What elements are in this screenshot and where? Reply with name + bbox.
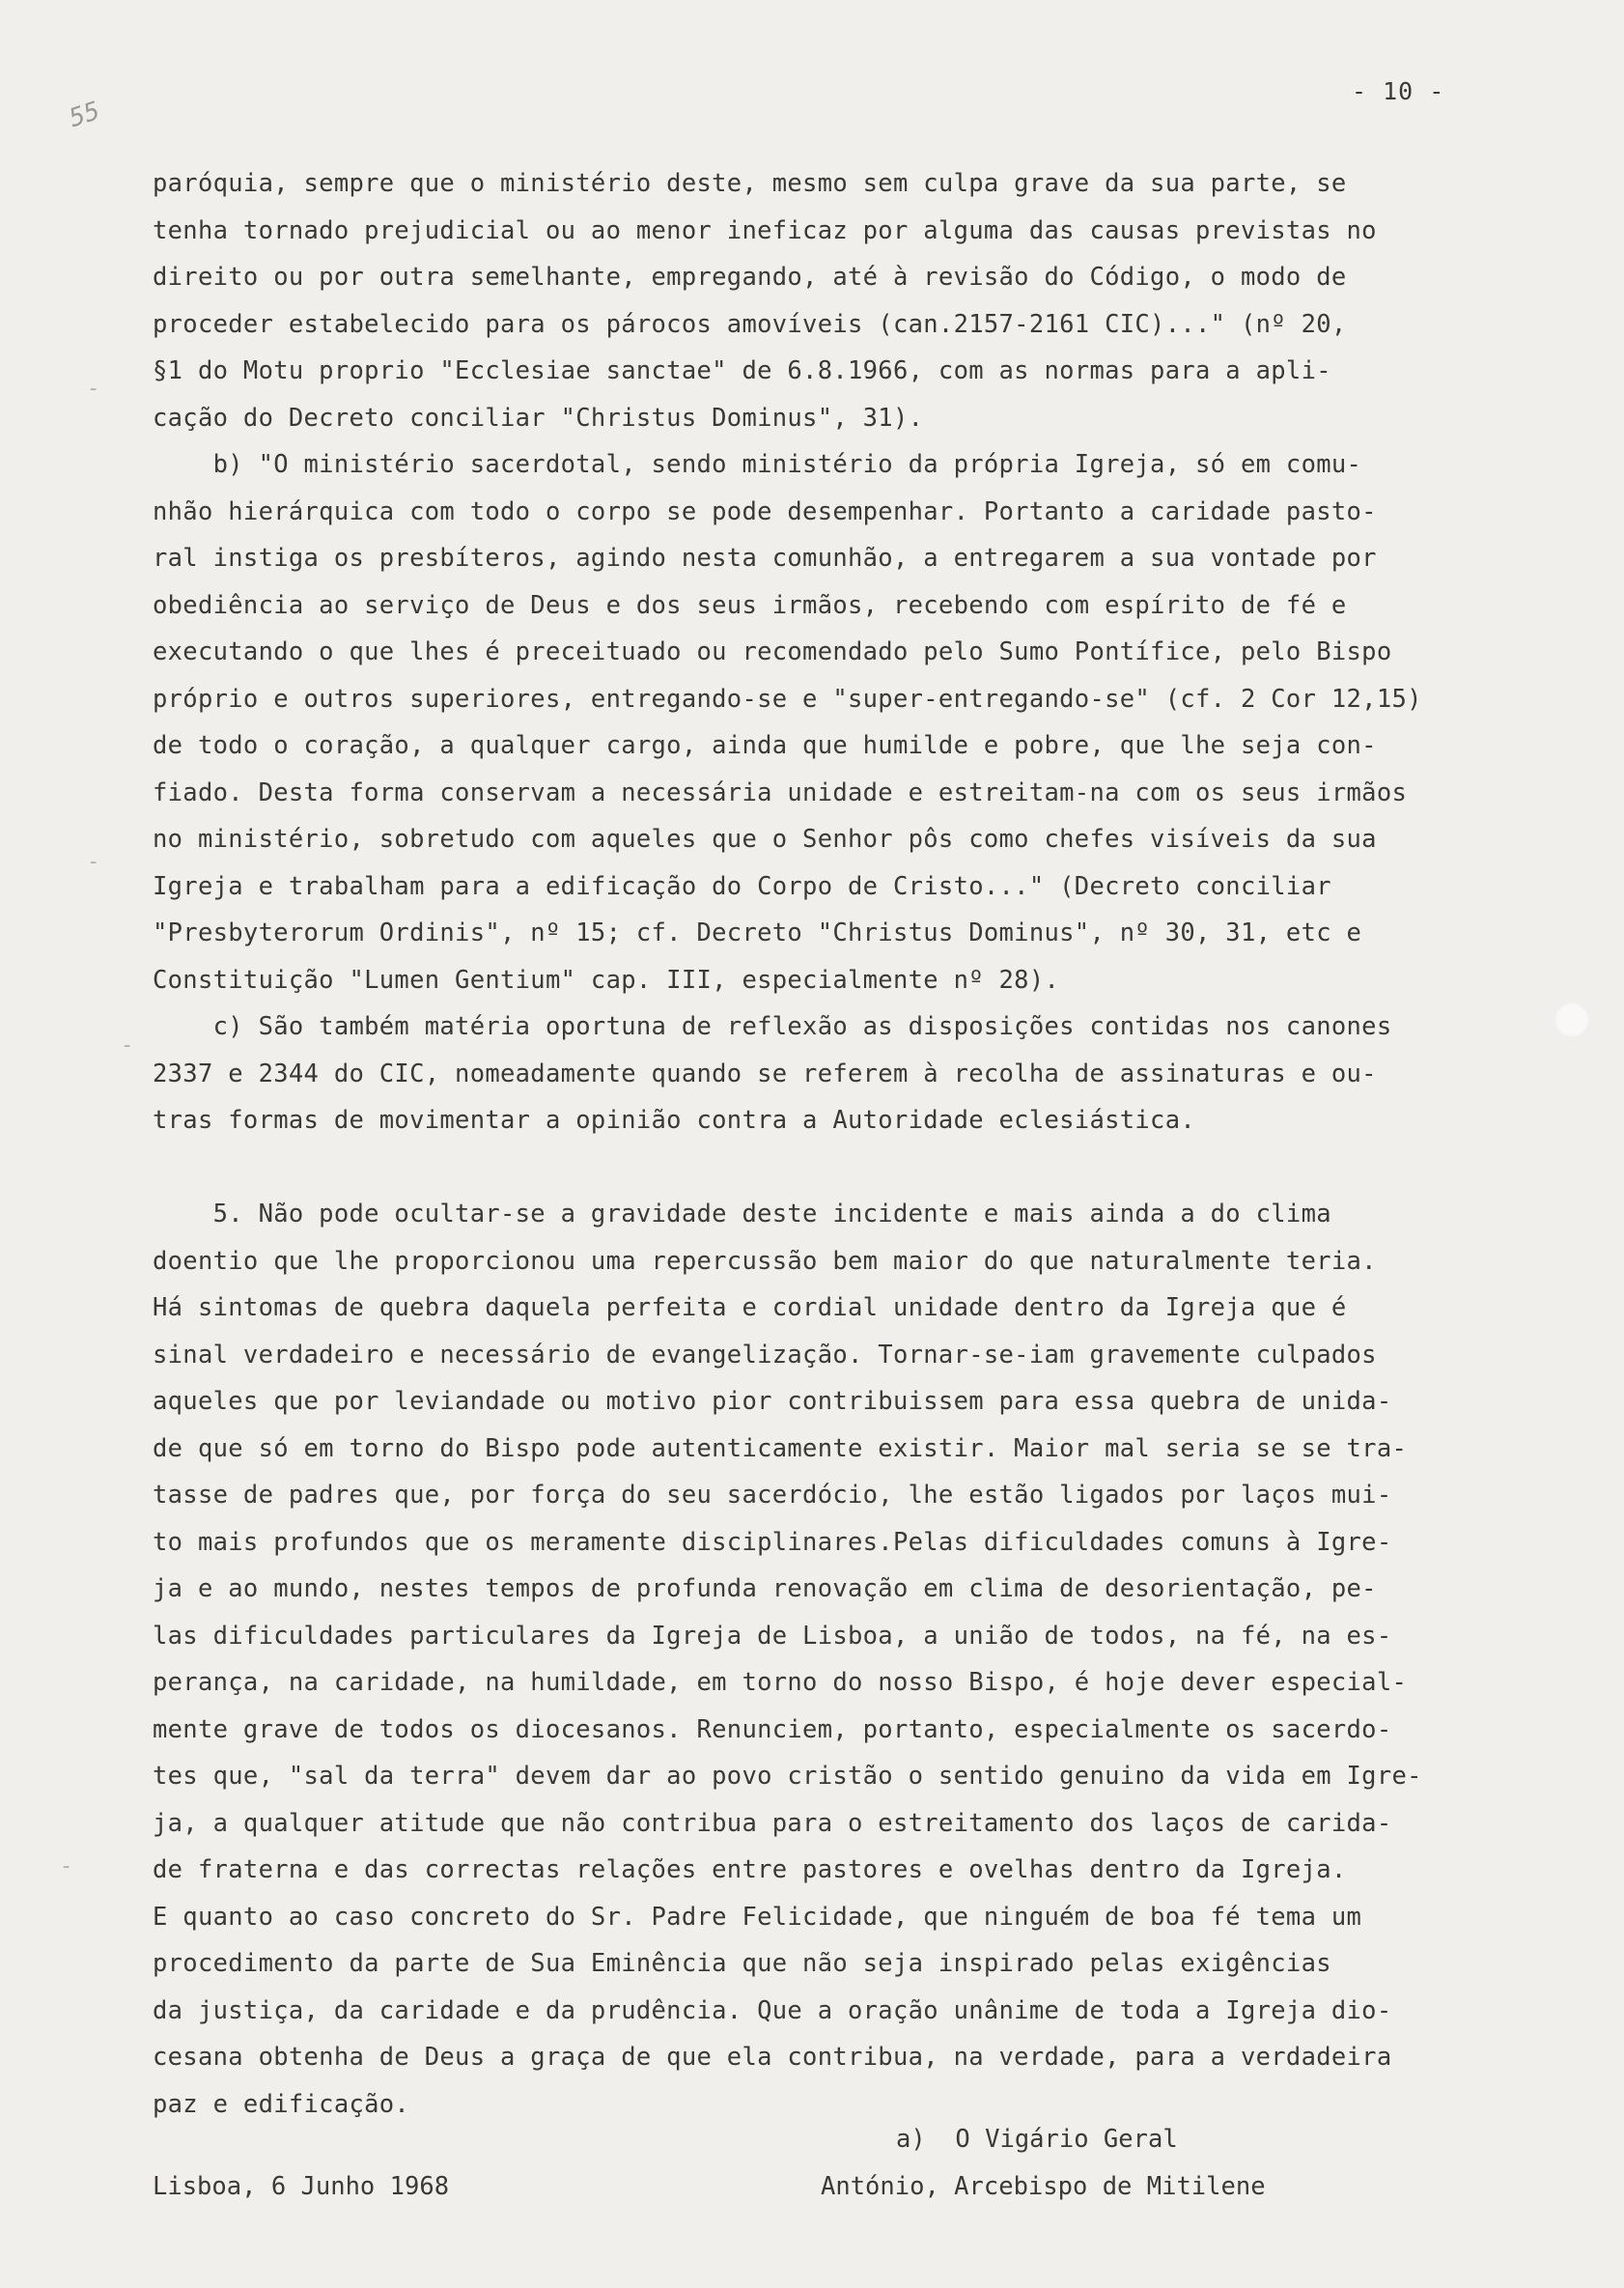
body-line: Constituição "Lumen Gentium" cap. III, especialmente nº 28).	[153, 965, 1060, 995]
page-number: - 10 -	[1352, 77, 1445, 105]
body-line: de que só em torno do Bispo pode autenticamente existir. Maior mal seria se se tra-	[153, 1433, 1408, 1463]
body-line: ral instiga os presbíteros, agindo nesta comunhão, a entregarem a sua vontade por	[153, 544, 1377, 573]
signature-title: a) O Vigário Geral	[896, 2125, 1178, 2154]
body-line: doentio que lhe proporcionou uma repercussão bem maior do que naturalmente teria.	[153, 1246, 1377, 1276]
body-line: mente grave de todos os diocesanos. Renunciem, portanto, especialmente os sacerdo-	[153, 1714, 1392, 1744]
body-line: cesana obtenha de Deus a graça de que ela contribua, na verdade, para a verdadeira	[153, 2043, 1392, 2072]
body-line: tras formas de movimentar a opinião contra a Autoridade eclesiástica.	[153, 1106, 1196, 1135]
margin-dash: -	[60, 1854, 73, 1878]
body-line: cação do Decreto conciliar "Christus Dominus", 31).	[153, 403, 924, 433]
body-line: fiado. Desta forma conservam a necessária unidade e estreitam-na com os seus irmãos	[153, 777, 1408, 807]
body-line: próprio e outros superiores, entregando-se e "super-entregando-se" (cf. 2 Cor 12,15)	[153, 684, 1422, 714]
body-line: de fraterna e das correctas relações entre pastores e ovelhas dentro da Igreja.	[153, 1855, 1347, 1884]
body-line: tenha tornado prejudicial ou ao menor ineficaz por alguma das causas previstas no	[153, 215, 1377, 245]
body-line: to mais profundos que os meramente disciplinares.Pelas dificuldades comuns à Igre-	[153, 1527, 1392, 1557]
margin-dash: -	[87, 850, 100, 874]
place-date: Lisboa, 6 Junho 1968	[153, 2172, 450, 2201]
body-line: paróquia, sempre que o ministério deste, mesmo sem culpa grave da sua parte, se	[153, 169, 1347, 198]
body-line: Igreja e trabalham para a edificação do Corpo de Cristo..." (Decreto conciliar	[153, 871, 1331, 901]
signature-name: António, Arcebispo de Mitilene	[821, 2172, 1266, 2201]
body-line: direito ou por outra semelhante, empregando, até à revisão do Código, o modo de	[153, 263, 1347, 292]
body-line: executando o que lhes é preceituado ou recomendado pelo Sumo Pontífice, pelo Bispo	[153, 637, 1392, 666]
body-line: paz e edificação.	[153, 2089, 410, 2119]
body-line: de todo o coração, a qualquer cargo, ainda que humilde e pobre, que lhe seja con-	[153, 731, 1377, 760]
body-line: tes que, "sal da terra" devem dar ao povo cristão o sentido genuino da vida em Igre-	[153, 1762, 1422, 1791]
body-line: nhão hierárquica com todo o corpo se pode desempenhar. Portanto a caridade pasto-	[153, 496, 1377, 526]
body-line: sinal verdadeiro e necessário de evangelização. Tornar-se-iam gravemente culpados	[153, 1340, 1377, 1370]
body-line: 5. Não pode ocultar-se a gravidade deste incidente e mais ainda a do clima	[153, 1200, 1331, 1229]
body-line: las dificuldades particulares da Igreja de Lisboa, a união de todos, na fé, na es-	[153, 1621, 1392, 1651]
body-line: tasse de padres que, por força do seu sacerdócio, lhe estão ligados por laços mui-	[153, 1481, 1392, 1510]
margin-note: 55	[66, 96, 104, 134]
body-line: c) São também matéria oportuna de reflexão as disposições contidas nos canones	[153, 1012, 1392, 1041]
body-line: §1 do Motu proprio "Ecclesiae sanctae" de 6.8.1966, com as normas para a apli-	[153, 356, 1331, 385]
body-line: 2337 e 2344 do CIC, nomeadamente quando se referem à recolha de assinaturas e ou-	[153, 1059, 1377, 1088]
body-line: E quanto ao caso concreto do Sr. Padre Felicidade, que ninguém de boa fé tema um	[153, 1902, 1362, 1932]
body-line: Há sintomas de quebra daquela perfeita e cordial unidade dentro da Igreja que é	[153, 1293, 1347, 1322]
body-line: ja, a qualquer atitude que não contribua para o estreitamento dos laços de carida-	[153, 1808, 1392, 1838]
margin-dash: -	[121, 1033, 134, 1058]
body-line: obediência ao serviço de Deus e dos seus irmãos, recebendo com espírito de fé e	[153, 590, 1347, 620]
body-line: perança, na caridade, na humildade, em torno do nosso Bispo, é hoje dever especial-	[153, 1668, 1408, 1697]
punch-hole	[1554, 1003, 1589, 1037]
body-line: no ministério, sobretudo com aqueles que o Senhor pôs como chefes visíveis da sua	[153, 825, 1377, 854]
body-line: proceder estabelecido para os párocos amovíveis (can.2157-2161 CIC)..." (nº 20,	[153, 309, 1347, 339]
body-line: da justiça, da caridade e da prudência. Que a oração unânime de toda a Igreja dio-	[153, 1995, 1392, 2025]
margin-dash: -	[87, 377, 100, 401]
body-line: "Presbyterorum Ordinis", nº 15; cf. Decreto "Christus Dominus", nº 30, 31, etc e	[153, 918, 1362, 947]
body-line: ja e ao mundo, nestes tempos de profunda renovação em clima de desorientação, pe-	[153, 1574, 1377, 1603]
body-line: aqueles que por leviandade ou motivo pior contribuissem para essa quebra de unida-	[153, 1387, 1392, 1416]
body-line: procedimento da parte de Sua Eminência que não seja inspirado pelas exigências	[153, 1949, 1331, 1978]
body-line: b) "O ministério sacerdotal, sendo ministério da própria Igreja, só em comu-	[153, 450, 1362, 479]
